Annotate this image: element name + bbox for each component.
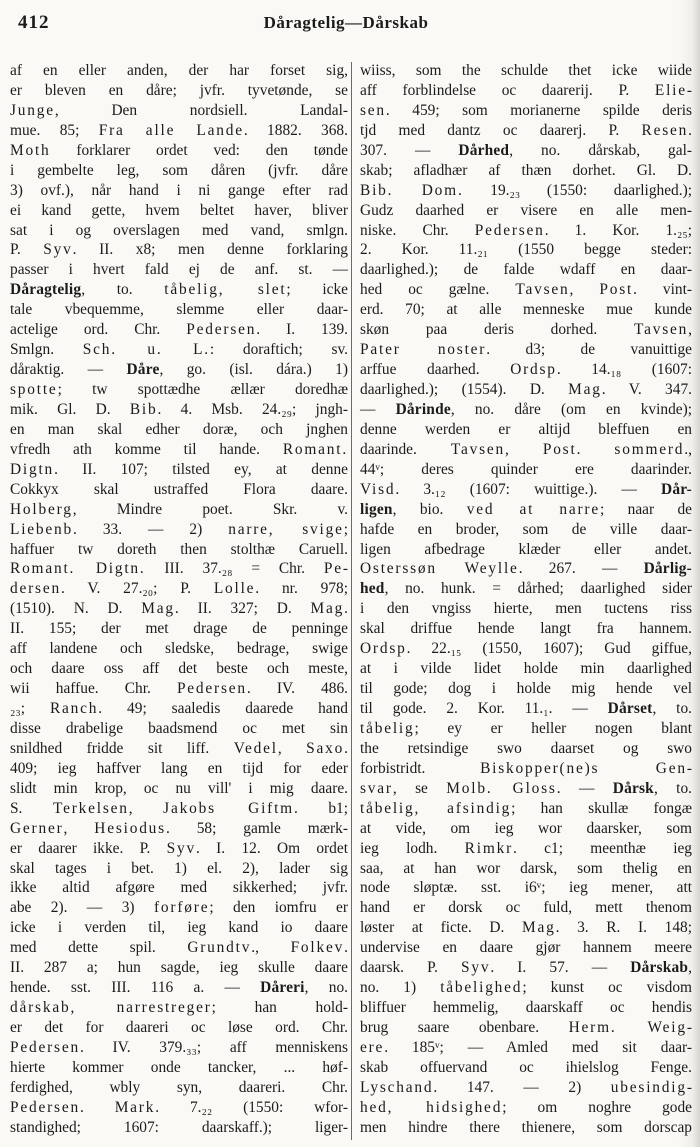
text-line: standighed; 1607: daarskaff.); liger- <box>10 1118 348 1136</box>
text-line: 307. — Dårhed, no. dårskab, gal- <box>360 141 692 159</box>
text-line: actelige ord. Chr. Pedersen. I. 139. <box>10 321 348 339</box>
text-line: aff forblindelse oc daarerij. P. Elie- <box>360 81 692 99</box>
text-line: snildhed fridde sit liff. Vedel, Saxo. <box>10 739 348 757</box>
text-line: 2. Kor. 11.₂₁ (1550 begge steder: <box>360 241 692 259</box>
text-line: wiiss, som the schulde thet icke wiide <box>360 62 692 79</box>
text-line: Pater noster. d3; de vanuittige <box>360 341 692 359</box>
text-line: hierte kommer onde tancker, ... høf- <box>10 1058 348 1076</box>
page-number: 412 <box>18 12 50 33</box>
text-line: en man skal edher doræ, och jnghen <box>10 420 348 438</box>
text-line: Lyschand. 147. — 2) ubesindig- <box>360 1078 692 1096</box>
text-line: II. 155; der met drage de penninge <box>10 620 348 638</box>
text-line: ei kand gette, hvem beltet haver, bliver <box>10 201 348 219</box>
text-line: mik. Gl. D. Bib. 4. Msb. 24.₂₉; jngh- <box>10 400 348 418</box>
text-line: i den vngiss hierte, men tuctens riss <box>360 600 692 618</box>
text-line: at vide, om ieg wor daarsker, som <box>360 819 692 837</box>
text-line: hed oc gælne. Tavsen, Post. vint- <box>360 281 693 299</box>
text-line: men hindre there thienere, som dorscap <box>360 1118 692 1136</box>
text-line: forbistridt. Biskopper(ne)s Gen- <box>360 759 692 777</box>
text-line: the retsindige swo daarset og swo <box>360 739 692 757</box>
text-line: hende. sst. III. 116 a. — Dåreri, no. <box>10 979 348 997</box>
text-line: af en eller anden, der har forset sig, <box>10 62 348 79</box>
text-line: ligen afbedrage klæder eller andet. <box>360 540 692 558</box>
text-line: II. 287 a; hun sagde, ieg skulle daare <box>10 959 348 977</box>
text-line: daarsk. P. Syv. I. 57. — Dårskab, <box>360 959 692 977</box>
text-line: Romant. Digtn. III. 37.₂₈ = Chr. Pe- <box>10 560 348 578</box>
text-line: haffuer tw doreth then stolthæ Caruell. <box>10 540 348 558</box>
text-line: 409; ieg haffver lang en tijd for eder <box>10 759 348 777</box>
text-line: hafde en broder, som de ville daar- <box>360 520 692 538</box>
text-line: abe 2). — 3) forføre; den iomfru er <box>10 899 348 917</box>
text-line: skal tages i bet. 1) el. 2), lader sig <box>10 859 348 877</box>
text-line: Holberg, Mindre poet. Skr. v. <box>10 500 348 518</box>
column-divider <box>351 62 352 1140</box>
text-line: dersen. V. 27.₂₀; P. Lolle. nr. 978; <box>10 580 348 598</box>
text-line: 3) ovf.), når hand i ni gange efter rad <box>10 181 348 199</box>
text-line: skab; afladhær af thæn dorhet. Gl. D. <box>360 161 692 179</box>
text-line: slidt min krop, oc nu vill' i mig daare. <box>10 779 348 797</box>
text-line: daarlighed.); (1554). D. Mag. V. 347. <box>360 381 692 398</box>
text-line: daarlighed.); de falde wdaff en daar- <box>360 261 692 279</box>
text-line: 44ᵛ; deres quinder ere daarinder. <box>360 460 692 478</box>
text-line: no. 1) tåbelighed; kunst oc visdom <box>360 979 692 997</box>
text-line: vfredh ath komme til hande. Romant. <box>10 440 348 458</box>
text-line: til gode. 2. Kor. 11.₁. — Dårset, to. <box>360 700 692 717</box>
text-line: Pedersen. IV. 379.₃₃; aff menniskens <box>10 1038 348 1056</box>
text-line: Smlgn. Sch. u. L.: doraftich; sv. <box>10 341 348 359</box>
right-column <box>360 61 692 1138</box>
text-line: er bleven en dåre; jvfr. tyvetønde, se <box>10 81 348 99</box>
text-line: S. Terkelsen, Jakobs Giftm. b1; <box>10 799 348 817</box>
text-line: Bib. Dom. 19.₂₃ (1550: daarlighed.); <box>360 181 692 199</box>
left-column <box>10 61 348 1138</box>
text-line: sen. 459; som morianerne spilde deris <box>360 101 692 119</box>
text-line: Osterssøn Weylle. 267. — Dårlig- <box>360 560 693 578</box>
text-line: svar, se Molb. Gloss. — Dårsk, to. <box>360 779 693 797</box>
text-line: tale vbequemme, slemme eller daar- <box>10 301 348 319</box>
text-line: tjd med dantz oc daarerj. P. Resen. <box>360 121 692 139</box>
text-line: sat i og overslagen med vand, smlgn. <box>10 221 348 239</box>
text-line: tåbelig, afsindig; han skullæ fongæ <box>360 799 692 817</box>
text-line: Liebenb. 33. — 2) narre, svige; <box>10 520 348 538</box>
text-line: ₂₃; Ranch. 49; saaledis daarede hand <box>10 700 349 717</box>
text-line: løster at ficte. D. Mag. 3. R. I. 148; <box>360 919 693 937</box>
text-line: daarinde. Tavsen, Post. sommerd., <box>360 440 692 458</box>
text-line: Gudz daarhed er visere en alle men- <box>360 201 692 219</box>
text-line: Gerner, Hesiodus. 58; gamle mærk- <box>10 819 348 837</box>
text-line: hed, no. hunk. = dårhed; daarlighed sider <box>360 580 692 598</box>
text-line: skal driffue hende langt fra hannem. <box>360 620 692 638</box>
text-line: (1510). N. D. Mag. II. 327; D. Mag. <box>10 600 348 618</box>
text-line: P. Syv. II. x8; men denne forklaring <box>10 241 348 259</box>
text-line: erd. 70; at alle menneske mue kunde <box>360 301 692 319</box>
text-line: wii haffue. Chr. Pedersen. IV. 486. <box>10 680 348 698</box>
text-line: spotte; tw spottædhe ællær doredhæ <box>10 381 348 398</box>
text-line: ligen, bio. ved at narre; naar de <box>360 500 693 518</box>
text-line: ikke altid afgøre med sikkerhed; jvfr. <box>10 879 348 897</box>
text-line: — Dårinde, no. dåre (om en kvinde); <box>360 400 692 418</box>
text-line: hand er dorsk oc fuld, mett thenom <box>360 899 692 917</box>
text-line: Cokkyx skal ustraffed Flora daare. <box>10 480 348 498</box>
text-line: aff landene och sledske, bedrage, swige <box>10 640 348 658</box>
text-line: niske. Chr. Pedersen. 1. Kor. 1.₂₅; <box>360 221 692 239</box>
text-line: i gembelte leg, som dåren (jvfr. dåre <box>10 161 348 179</box>
text-line: med dette spil. Grundtv., Folkev. <box>10 939 348 957</box>
text-line: Junge, Den nordsiell. Landal- <box>10 101 348 119</box>
text-line: denne werden er altijd bleffuen en <box>360 420 692 438</box>
text-line: Moth forklarer ordet ved: den tønde <box>10 141 348 159</box>
text-line: dåraktig. — Dåre, go. (isl. dára.) 1) <box>10 361 348 379</box>
page-header <box>0 10 692 44</box>
text-line: Pedersen. Mark. 7.₂₂ (1550: wfor- <box>10 1098 348 1116</box>
text-line: ferdighed, wbly syn, daareri. Chr. <box>10 1078 348 1096</box>
text-line: er daarer ikke. P. Syv. I. 12. Om ordet <box>10 839 348 857</box>
text-line: dårskab, narrestreger; han hold- <box>10 999 348 1017</box>
text-line: Digtn. II. 107; tilsted ey, at denne <box>10 460 348 478</box>
text-line: skøn paa deris dorhed. Tavsen, <box>360 321 692 339</box>
text-line: arffue daarhed. Ordsp. 14.₁₈ (1607: <box>360 361 692 379</box>
text-line: Ordsp. 22.₁₅ (1550, 1607); Gud giffue, <box>360 640 692 658</box>
text-line: skab offuervand oc ihielslog Fenge. <box>360 1058 692 1076</box>
text-line: icke i verden til, ieg kand io daare <box>10 919 348 937</box>
text-line: bliffuer hemmelig, daarskaff oc hendis <box>360 999 692 1017</box>
text-line: undervise en daare gjør hannem meere <box>360 939 692 957</box>
text-line: til gode; dog i holde mig hende vel <box>360 680 692 698</box>
text-line: och daare oss aff det beste och meste, <box>10 660 348 678</box>
text-line: er det for daareri oc løse ord. Chr. <box>10 1019 348 1036</box>
text-line: brug saare obenbare. Herm. Weig- <box>360 1019 692 1036</box>
text-line: passer i hvert fald ej de anf. st. — <box>10 261 348 279</box>
text-line: saa, at han wor darsk, som thelig en <box>360 859 692 877</box>
text-line: ere. 185ᵛ; — Amled med sit daar- <box>360 1038 692 1056</box>
text-line: node sløptæ. sst. i6ᵛ; ieg mener, att <box>360 879 692 897</box>
text-line: disse drabelige baadsmend oc met sin <box>10 719 348 737</box>
text-line: tåbelig; ey er heller nogen blant <box>360 719 692 737</box>
text-line: mue. 85; Fra alle Lande. 1882. 368. <box>10 121 348 139</box>
text-line: at i vilde lidet holde min daarlighed <box>360 660 692 678</box>
text-line: Dåragtelig, to. tåbelig, slet; icke <box>10 281 348 299</box>
page-title: Dåragtelig—Dårskab <box>263 13 429 32</box>
text-line: hed, hidsighed; om noghre gode <box>360 1098 693 1116</box>
text-line: ieg lodh. Rimkr. c1; meenthæ ieg <box>360 839 693 857</box>
text-line: Visd. 3.₁₂ (1607: wuittige.). — Dår- <box>360 480 692 498</box>
